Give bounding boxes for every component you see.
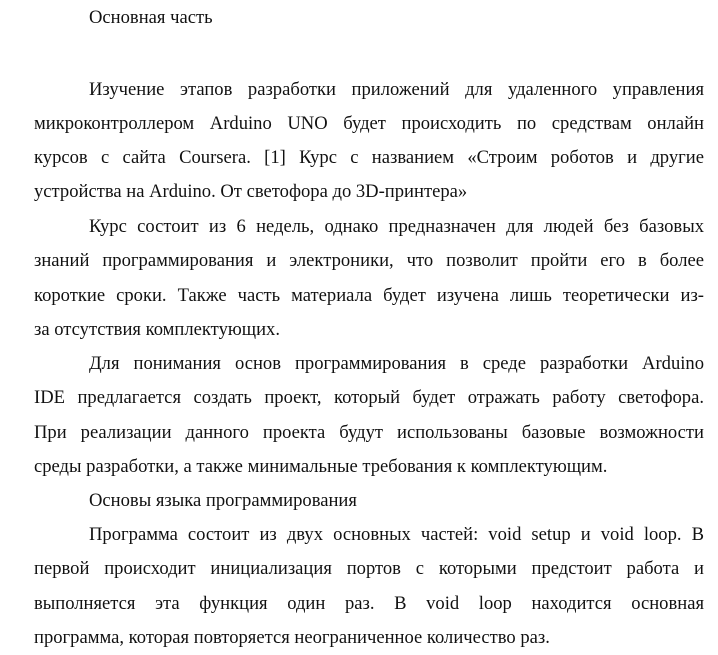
paragraph-line: короткие сроки. Также часть материала будет изучена лишь теоретически из-: [34, 285, 704, 306]
paragraph-line: курсов с сайта Coursera. [1] Курс с названием «Строим роботов и другие: [34, 147, 704, 168]
paragraph-line: выполняется эта функция один раз. В void loop находится основная: [34, 593, 704, 614]
paragraph-line: микроконтроллером Arduino UNO будет происходить по средствам онлайн: [34, 113, 704, 134]
paragraph-line: устройства на Arduino. От светофора до 3D-принтера»: [34, 181, 468, 202]
section-heading-language: Основы языка программирования: [89, 490, 357, 511]
paragraph-line: При реализации данного проекта будут использованы базовые возможности: [34, 422, 704, 443]
paragraph-line: первой происходит инициализация портов с которыми предстоит работа и: [34, 558, 704, 579]
section-heading-main: Основная часть: [89, 7, 213, 28]
paragraph-line: Изучение этапов разработки приложений для удаленного управления: [89, 79, 704, 100]
paragraph-line: Курс состоит из 6 недель, однако предназначен для людей без базовых: [89, 216, 704, 237]
paragraph-line: IDE предлагается создать проект, который будет отражать работу светофора.: [34, 387, 704, 408]
paragraph-line: Для понимания основ программирования в среде разработки Arduino: [89, 353, 704, 374]
paragraph-line: программа, которая повторяется неограниченное количество раз.: [34, 627, 550, 648]
paragraph-line: Программа состоит из двух основных частей: void setup и void loop. В: [89, 524, 704, 545]
paragraph-line: за отсутствия комплектующих.: [34, 319, 280, 340]
paragraph-line: среды разработки, а также минимальные требования к комплектующим.: [34, 456, 608, 477]
paragraph-line: знаний программирования и электроники, что позволит пройти его в более: [34, 250, 704, 271]
